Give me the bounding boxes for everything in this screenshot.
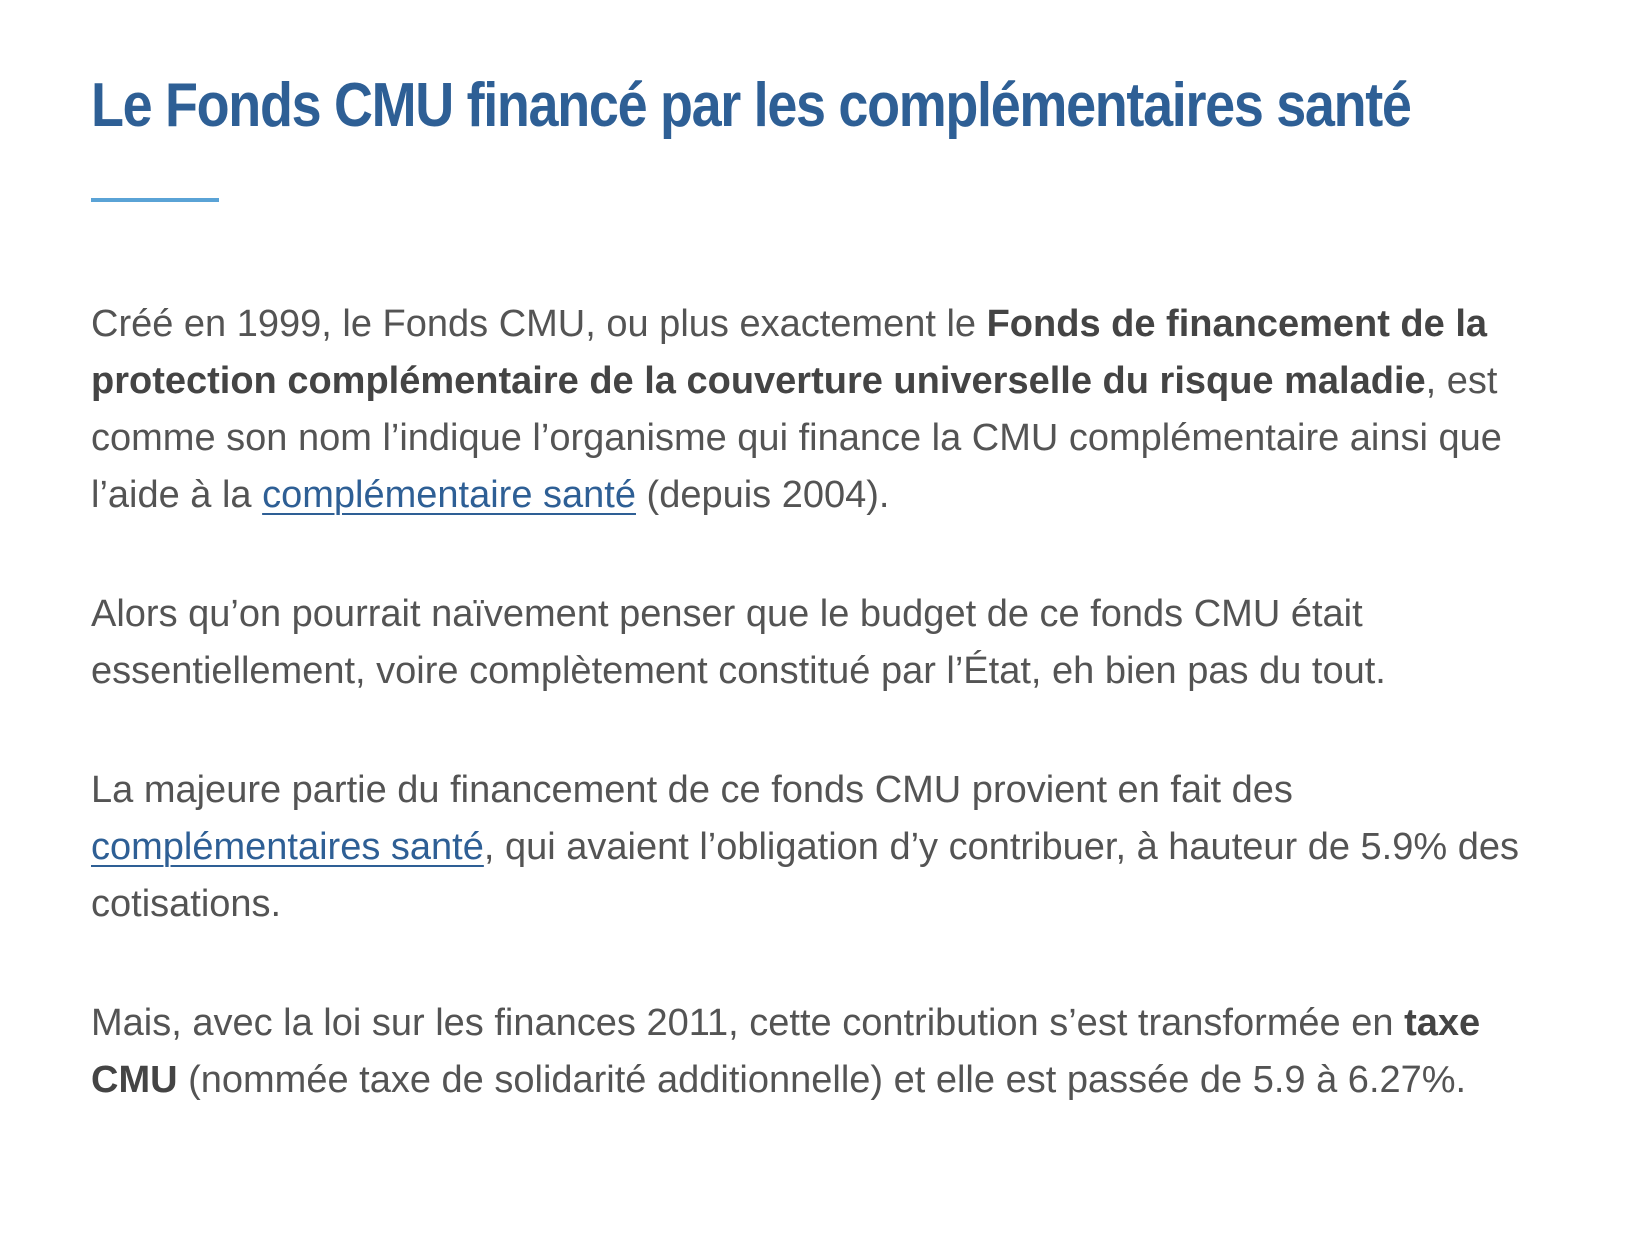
complementaire-sante-link[interactable]: complémentaire santé [262, 474, 636, 516]
bold-fund-full-name: Fonds de financement de la protection complémentaire de la couverture universelle du risque maladie [91, 303, 1488, 402]
paragraph-text: Alors qu’on pourrait naïvement penser que le budget de ce fonds CMU était essentiellement, voire complètement constitué par l’État, eh bien pas du tout. [91, 593, 1386, 692]
paragraph-4 [91, 995, 1571, 1109]
page-title: Le Fonds CMU financé par les complémentaires santé [91, 71, 1411, 140]
article [91, 0, 1571, 1101]
paragraph-text: Créé en 1999, le Fonds CMU, ou plus exactement le [91, 303, 987, 345]
bold-taxe-cmu: taxe CMU [91, 1002, 1481, 1101]
article-body [91, 296, 1571, 1171]
complementaires-sante-link[interactable]: complémentaires santé [91, 826, 484, 868]
paragraph-text: (nommée taxe de solidarité additionnelle) et elle est passée de 5.9 à 6.27%. [177, 1059, 1467, 1101]
paragraph-3 [91, 762, 1571, 933]
paragraph-text: , est comme son nom l’indique l’organisme qui finance la CMU complémentaire ainsi que l’aide à la [91, 360, 1502, 516]
paragraph-text: La majeure partie du financement de ce fonds CMU provient en fait des [91, 769, 1293, 811]
paragraph-text: Mais, avec la loi sur les finances 2011, cette contribution s’est transformée en [91, 1002, 1405, 1044]
paragraph-1 [91, 296, 1571, 524]
paragraph-2 [91, 586, 1571, 700]
title-underline-divider [91, 198, 219, 202]
paragraph-text: , qui avaient l’obligation d’y contribuer, à hauteur de 5.9% des cotisations. [91, 826, 1519, 925]
paragraph-text: (depuis 2004). [635, 474, 890, 516]
